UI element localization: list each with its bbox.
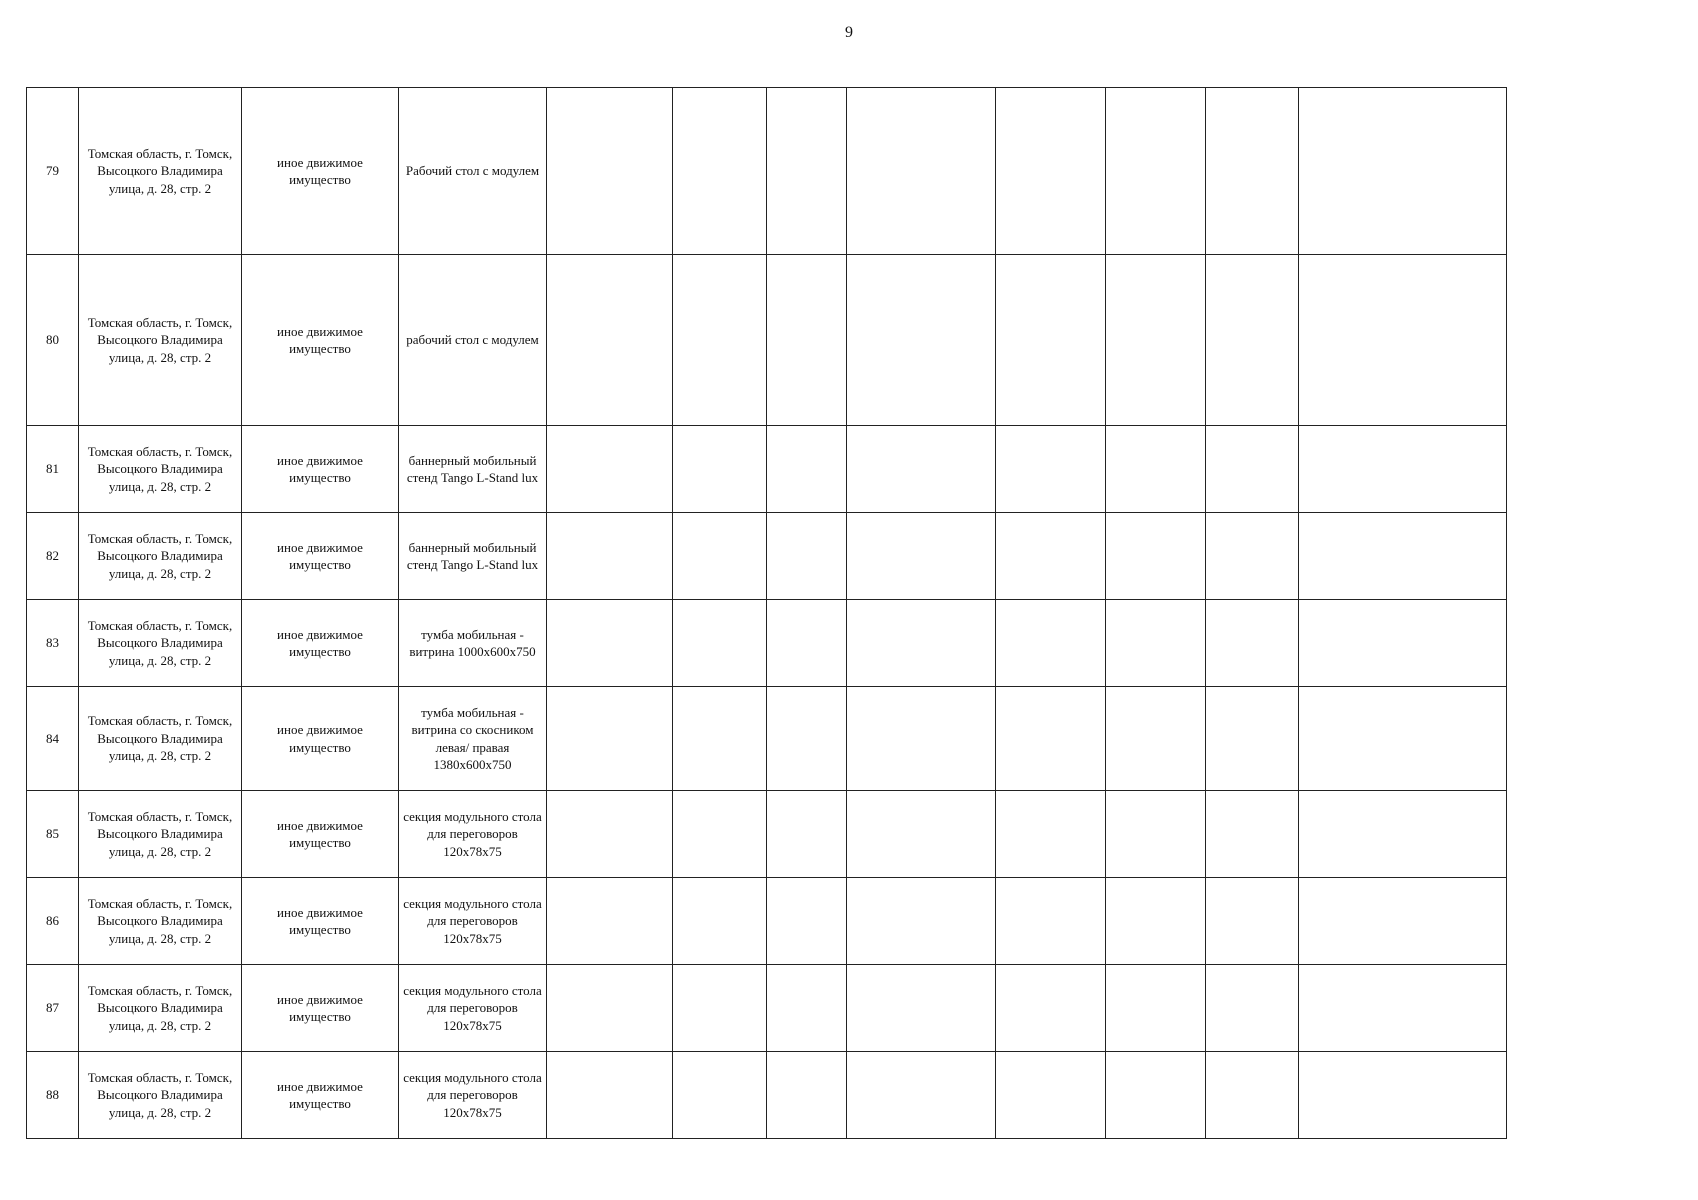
property-type-cell: иное движимое имущество: [242, 255, 399, 426]
empty-cell: [1206, 687, 1299, 791]
empty-cell: [767, 513, 847, 600]
empty-cell: [847, 255, 996, 426]
empty-cell: [1106, 426, 1206, 513]
empty-cell: [673, 255, 767, 426]
empty-cell: [847, 88, 996, 255]
empty-cell: [1206, 513, 1299, 600]
empty-cell: [673, 965, 767, 1052]
property-type-cell: иное движимое имущество: [242, 791, 399, 878]
empty-cell: [673, 687, 767, 791]
item-name-cell: секция модульного стола для переговоров 120х78х75: [399, 878, 547, 965]
row-number-cell: 81: [27, 426, 79, 513]
empty-cell: [547, 88, 673, 255]
address-cell: Томская область, г. Томск, Высоцкого Владимира улица, д. 28, стр. 2: [79, 513, 242, 600]
empty-cell: [1299, 255, 1507, 426]
empty-cell: [996, 1052, 1106, 1139]
empty-cell: [1106, 878, 1206, 965]
empty-cell: [547, 426, 673, 513]
table-row: [27, 600, 1507, 687]
empty-cell: [1299, 513, 1507, 600]
empty-cell: [767, 878, 847, 965]
empty-cell: [1299, 426, 1507, 513]
empty-cell: [547, 687, 673, 791]
address-cell: Томская область, г. Томск, Высоцкого Владимира улица, д. 28, стр. 2: [79, 965, 242, 1052]
empty-cell: [996, 878, 1106, 965]
table-row: [27, 687, 1507, 791]
empty-cell: [1106, 687, 1206, 791]
address-cell: Томская область, г. Томск, Высоцкого Владимира улица, д. 28, стр. 2: [79, 1052, 242, 1139]
item-name-cell: тумба мобильная - витрина 1000х600х750: [399, 600, 547, 687]
empty-cell: [1299, 88, 1507, 255]
row-number-cell: 88: [27, 1052, 79, 1139]
address-cell: Томская область, г. Томск, Высоцкого Владимира улица, д. 28, стр. 2: [79, 88, 242, 255]
item-name-cell: секция модульного стола для переговоров 120х78х75: [399, 1052, 547, 1139]
empty-cell: [673, 791, 767, 878]
empty-cell: [547, 878, 673, 965]
empty-cell: [673, 88, 767, 255]
empty-cell: [1106, 255, 1206, 426]
address-cell: Томская область, г. Томск, Высоцкого Владимира улица, д. 28, стр. 2: [79, 255, 242, 426]
empty-cell: [996, 513, 1106, 600]
empty-cell: [847, 513, 996, 600]
table-row: [27, 426, 1507, 513]
empty-cell: [673, 600, 767, 687]
empty-cell: [673, 426, 767, 513]
property-type-cell: иное движимое имущество: [242, 687, 399, 791]
empty-cell: [1206, 255, 1299, 426]
empty-cell: [1106, 965, 1206, 1052]
empty-cell: [547, 791, 673, 878]
item-name-cell: секция модульного стола для переговоров 120х78х75: [399, 791, 547, 878]
empty-cell: [996, 965, 1106, 1052]
empty-cell: [547, 513, 673, 600]
empty-cell: [547, 600, 673, 687]
table-row: [27, 1052, 1507, 1139]
empty-cell: [673, 878, 767, 965]
empty-cell: [996, 791, 1106, 878]
table-row: [27, 88, 1507, 255]
empty-cell: [767, 791, 847, 878]
empty-cell: [996, 426, 1106, 513]
row-number-cell: 85: [27, 791, 79, 878]
empty-cell: [847, 878, 996, 965]
table-row: [27, 965, 1507, 1052]
page-number: 9: [845, 24, 853, 41]
property-type-cell: иное движимое имущество: [242, 426, 399, 513]
address-cell: Томская область, г. Томск, Высоцкого Владимира улица, д. 28, стр. 2: [79, 791, 242, 878]
empty-cell: [847, 426, 996, 513]
empty-cell: [673, 513, 767, 600]
row-number-cell: 82: [27, 513, 79, 600]
address-cell: Томская область, г. Томск, Высоцкого Владимира улица, д. 28, стр. 2: [79, 878, 242, 965]
empty-cell: [1206, 791, 1299, 878]
property-type-cell: иное движимое имущество: [242, 1052, 399, 1139]
empty-cell: [547, 255, 673, 426]
table-row: [27, 791, 1507, 878]
empty-cell: [996, 600, 1106, 687]
empty-cell: [1106, 600, 1206, 687]
empty-cell: [996, 255, 1106, 426]
item-name-cell: секция модульного стола для переговоров 120х78х75: [399, 965, 547, 1052]
empty-cell: [1106, 88, 1206, 255]
row-number-cell: 80: [27, 255, 79, 426]
empty-cell: [1299, 1052, 1507, 1139]
empty-cell: [1206, 600, 1299, 687]
empty-cell: [1106, 791, 1206, 878]
empty-cell: [1206, 1052, 1299, 1139]
item-name-cell: Рабочий стол с модулем: [399, 88, 547, 255]
empty-cell: [547, 1052, 673, 1139]
empty-cell: [1206, 878, 1299, 965]
table-row: [27, 255, 1507, 426]
table-row: [27, 513, 1507, 600]
property-type-cell: иное движимое имущество: [242, 965, 399, 1052]
empty-cell: [767, 687, 847, 791]
empty-cell: [1106, 1052, 1206, 1139]
property-registry-table: [26, 87, 1507, 1139]
empty-cell: [547, 965, 673, 1052]
empty-cell: [996, 687, 1106, 791]
empty-cell: [767, 600, 847, 687]
property-type-cell: иное движимое имущество: [242, 88, 399, 255]
empty-cell: [767, 426, 847, 513]
row-number-cell: 87: [27, 965, 79, 1052]
empty-cell: [847, 965, 996, 1052]
item-name-cell: тумба мобильная - витрина со скосником левая/ правая 1380х600х750: [399, 687, 547, 791]
empty-cell: [996, 88, 1106, 255]
row-number-cell: 83: [27, 600, 79, 687]
empty-cell: [1299, 687, 1507, 791]
empty-cell: [847, 600, 996, 687]
row-number-cell: 79: [27, 88, 79, 255]
row-number-cell: 84: [27, 687, 79, 791]
item-name-cell: баннерный мобильный стенд Tango L-Stand lux: [399, 426, 547, 513]
empty-cell: [847, 791, 996, 878]
empty-cell: [1206, 426, 1299, 513]
row-number-cell: 86: [27, 878, 79, 965]
table-row: [27, 878, 1507, 965]
address-cell: Томская область, г. Томск, Высоцкого Владимира улица, д. 28, стр. 2: [79, 600, 242, 687]
empty-cell: [673, 1052, 767, 1139]
empty-cell: [1299, 965, 1507, 1052]
empty-cell: [767, 88, 847, 255]
empty-cell: [1106, 513, 1206, 600]
empty-cell: [1299, 600, 1507, 687]
property-type-cell: иное движимое имущество: [242, 513, 399, 600]
property-type-cell: иное движимое имущество: [242, 600, 399, 687]
empty-cell: [767, 1052, 847, 1139]
empty-cell: [767, 255, 847, 426]
empty-cell: [847, 1052, 996, 1139]
empty-cell: [1206, 965, 1299, 1052]
empty-cell: [1206, 88, 1299, 255]
item-name-cell: баннерный мобильный стенд Tango L-Stand lux: [399, 513, 547, 600]
address-cell: Томская область, г. Томск, Высоцкого Владимира улица, д. 28, стр. 2: [79, 687, 242, 791]
empty-cell: [767, 965, 847, 1052]
property-type-cell: иное движимое имущество: [242, 878, 399, 965]
empty-cell: [1299, 878, 1507, 965]
empty-cell: [847, 687, 996, 791]
item-name-cell: рабочий стол с модулем: [399, 255, 547, 426]
empty-cell: [1299, 791, 1507, 878]
address-cell: Томская область, г. Томск, Высоцкого Владимира улица, д. 28, стр. 2: [79, 426, 242, 513]
